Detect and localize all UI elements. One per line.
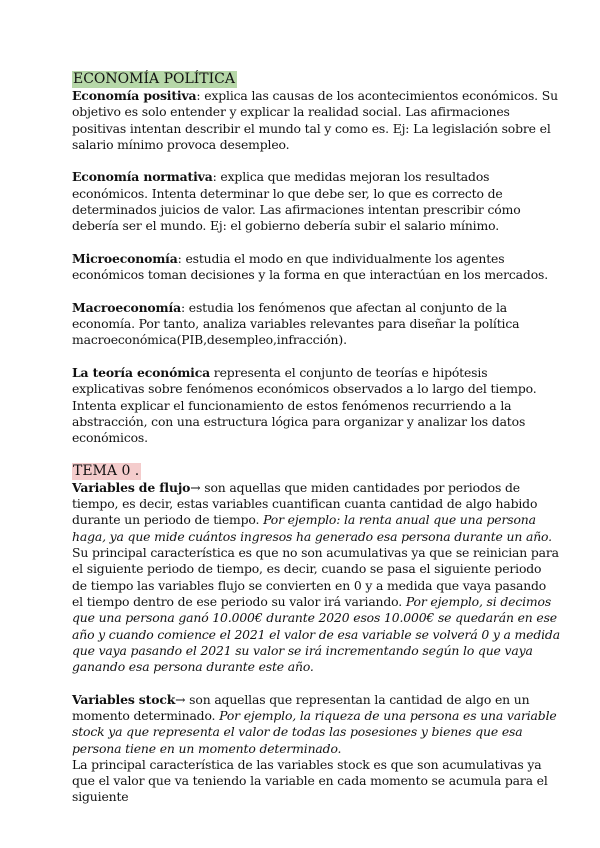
arrow-icon: →: [175, 691, 186, 707]
definition-variables-flujo: [72, 480, 560, 545]
definition-microeconomia: [72, 251, 560, 284]
definition-text: : explica las causas de los acontecimientos económicos. Su objetivo es solo entender y explicar la realidad social. Las afirmaciones positivas intentan describir el mundo tal y como es. Ej: La legislación sobre el salario mínimo provoca desempleo.: [72, 88, 558, 152]
definition-text: Su principal característica es que no son acumulativas ya que se reinician para el siguiente periodo de tiempo, es decir, cuando se pasa el siguiente periodo de tiempo las variables flujo se convierten en 0 y a medida que vaya pasando el tiempo dentro de ese periodo su valor irá variando.: [72, 545, 559, 609]
term: La teoría económica: [72, 365, 211, 381]
example-text: Por ejemplo: la renta anual que una persona haga, ya que mide cuántos ingresos ha generado esa persona durante un año.: [72, 512, 552, 544]
definition-economia-positiva: [72, 88, 560, 153]
section-economia-politica: [72, 71, 560, 447]
term: Economía positiva: [72, 88, 197, 103]
definition-text: : explica que medidas mejoran los resultados económicos. Intenta determinar lo que debe ser, lo que es correcto de determinados juicios de valor. Las afirmaciones intentan prescribir cómo debería ser el mundo. Ej: el gobierno debería subir el salario mínimo.: [72, 169, 521, 234]
example-text: Por ejemplo, si decimos que una persona ganó 10.000€ durante 2020 esos 10.000€ se quedarán en ese año y cuando comience el 2021 el valor de esa variable se volverá 0 y a medida que vaya pasando el 2021 su valor se irá incrementando según lo que vaya ganando esa persona durante este año.: [72, 593, 560, 675]
definition-macroeconomia: [72, 300, 560, 349]
arrow-icon: →: [190, 479, 201, 495]
flujo-characteristic: [72, 545, 560, 675]
term: Microeconomía: [72, 250, 178, 266]
term: Economía normativa: [72, 169, 213, 185]
definition-text: : estudia los fenómenos que afectan al conjunto de la economía. Por tanto, analiza variables relevantes para diseñar la política macroeconómica(PIB,desempleo,infracción).: [72, 299, 520, 348]
definition-text: son aquellas que representan la cantidad de algo en un momento determinado.: [72, 691, 530, 723]
definition-variables-stock: [72, 692, 560, 757]
term: Macroeconomía: [72, 299, 181, 315]
definition-economia-normativa: [72, 169, 560, 234]
section-heading: ECONOMÍA POLÍTICA: [73, 71, 235, 87]
definition-teoria-economica: [72, 365, 560, 446]
stock-characteristic: [72, 757, 560, 806]
example-text: Por ejemplo, la riqueza de una persona es una variable stock ya que representa el valor de todas las posesiones y bienes que esa persona tiene en un momento determinado.: [72, 707, 557, 756]
definition-text: : estudia el modo en que individualmente los agentes económicos toman decisiones y la forma en que interactúan en los mercados.: [72, 250, 549, 283]
definition-text: son aquellas que miden cantidades por periodos de tiempo, es decir, estas variables cuantifican cuanta cantidad de algo habido durante un periodo de tiempo.: [72, 479, 538, 528]
section-heading: TEMA 0 .: [73, 462, 140, 479]
term: Variables de flujo: [72, 479, 191, 495]
definition-text: representa el conjunto de teorías e hipótesis explicativas sobre fenómenos económicos observados a lo largo del tiempo. Intenta explicar el funcionamiento de estos fenómenos recurriendo a la abstracción, con una estructura lógica para organizar y analizar los datos económicos.: [72, 365, 537, 446]
term: Variables stock: [72, 691, 176, 707]
section-tema-0: [72, 463, 560, 806]
definition-text: La principal característica de las variables stock es que son acumulativas ya que el valor que va teniendo la variable en cada momento se acumula para el siguiente: [72, 756, 548, 805]
